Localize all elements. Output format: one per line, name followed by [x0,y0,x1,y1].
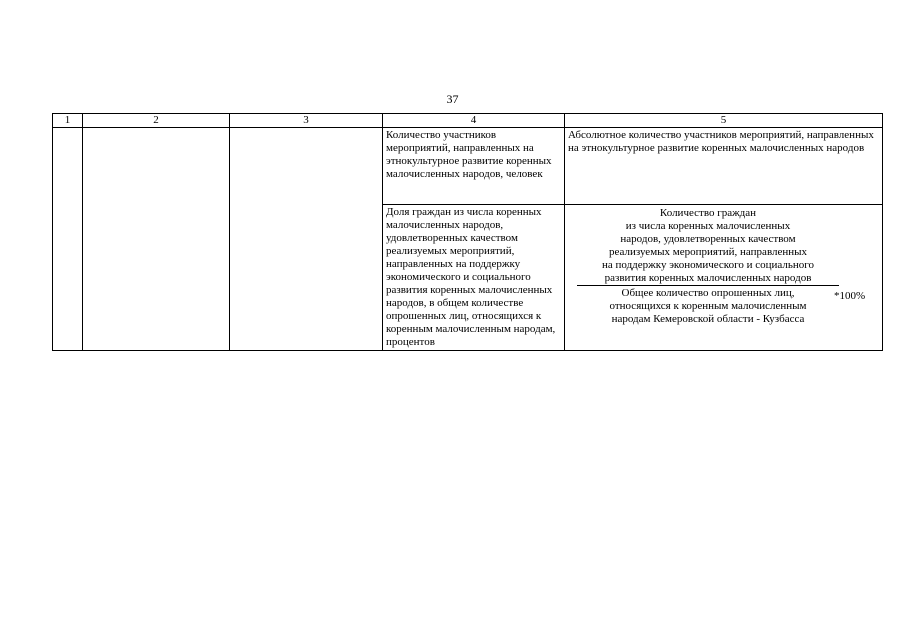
numerator-line: народов, удовлетворенных качеством [620,233,796,245]
calculation-method-cell: Абсолютное количество участников мероприятий, направленных на этнокультурное развитие коренных малочисленных народов [565,128,883,205]
calculation-formula-cell [565,205,883,351]
table-header-row [53,114,883,128]
header-cell-4: 4 [383,114,565,128]
formula-numerator [577,207,839,286]
formula-fraction [577,207,839,326]
table-row [53,128,883,205]
numerator-line: Количество граждан [659,207,757,219]
denominator-line: Общее количество опрошенных лиц, [621,287,795,299]
cell-col-3 [230,128,383,351]
header-cell-5: 5 [565,114,883,128]
denominator-line: относящихся к коренным малочисленным [609,300,807,312]
header-cell-1: 1 [53,114,83,128]
header-cell-3: 3 [230,114,383,128]
denominator-line: народам Кемеровской области - Кузбасса [611,313,805,325]
formula-denominator [577,286,839,326]
page-number: 37 [446,92,459,106]
indicator-name-cell: Количество участников мероприятий, направленных на этнокультурное развитие коренных малочисленных народов, человек [383,128,565,205]
numerator-line: развития коренных малочисленных народов [604,272,812,284]
header-cell-2: 2 [83,114,230,128]
numerator-line: реализуемых мероприятий, направленных [608,246,808,258]
indicator-name-cell: Доля граждан из числа коренных малочисленных народов, удовлетворенных качеством реализуемых мероприятий, направленных на поддержку экономического и социального развития коренных малочисленных народов, в общем количестве опрошенных лиц, относящихся к коренным малочисленным народам, процентов [383,205,565,351]
cell-col-1 [53,128,83,351]
numerator-line: из числа коренных малочисленных [625,220,791,232]
cell-col-2 [83,128,230,351]
formula-multiplier: *100% [834,290,866,302]
indicators-table [52,113,883,351]
numerator-line: на поддержку экономического и социального [602,259,814,271]
percentage-formula [568,206,879,326]
